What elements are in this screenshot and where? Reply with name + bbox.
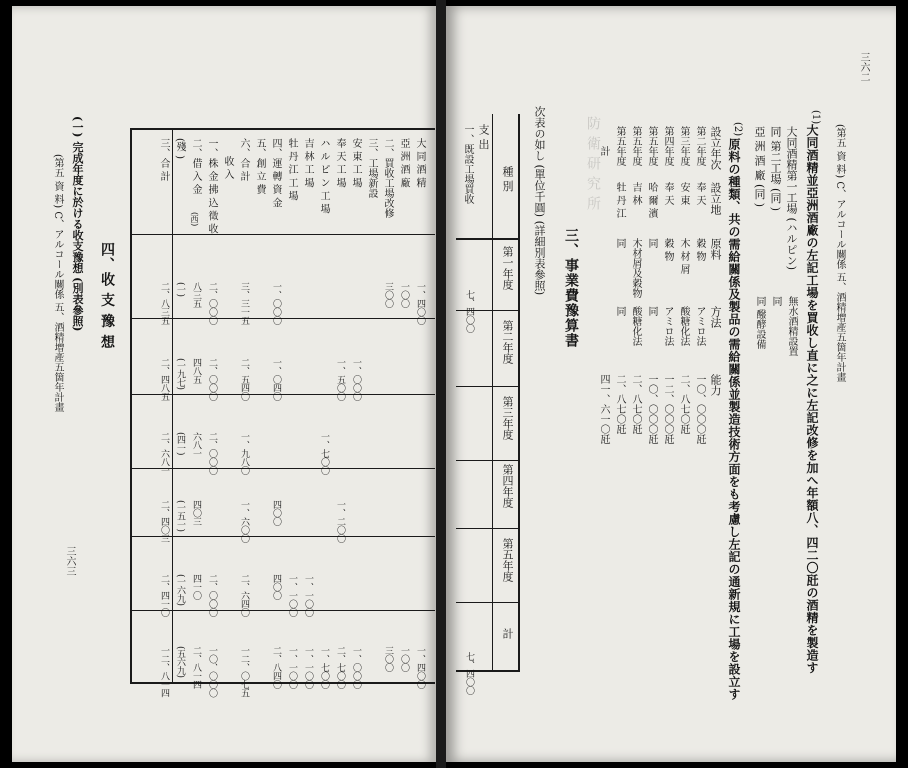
row-label: 三、合 計	[158, 138, 169, 182]
row-label: (殘 )	[174, 138, 185, 159]
plant-place: 吉 林	[630, 182, 641, 206]
left-table-bottom-rule	[130, 682, 435, 684]
expense-label: 支 出	[477, 124, 490, 150]
item-1-plant-desc: 同	[770, 296, 781, 306]
left-table-label-rule	[130, 234, 435, 235]
row-value-y3: 二、〇〇〇	[207, 432, 217, 475]
expense-row1-label: 一、既設工場買收	[462, 124, 473, 204]
plant-capacity: 一二、〇〇〇瓩	[662, 374, 673, 444]
plant-material: 同	[614, 238, 625, 248]
row-value-y5: 四一〇	[191, 574, 201, 600]
plant-capacity: 二、八七〇瓩	[678, 374, 689, 434]
row-label: 五、創 立 費	[254, 138, 265, 195]
row-value-y3: 六八一	[191, 432, 201, 458]
table-header-total: 計	[501, 628, 514, 639]
row-seal: (西)	[190, 212, 199, 227]
row-value-y5: (一六九)	[175, 574, 185, 606]
left-table-top-rule	[130, 128, 435, 130]
left-page-number: 三六三	[64, 546, 75, 576]
row-label: 一、株 金 拂 込 徵 收	[206, 138, 217, 234]
section-3-note: 次表の如し (單位千圓) (詳細別表參照)	[533, 106, 546, 296]
row-value-y2: (一九七)	[175, 358, 185, 390]
row-value-y1: 一〇〇	[399, 282, 409, 308]
plant-method: アミロ法	[694, 306, 705, 346]
row-value-y1: 三〇〇	[383, 282, 393, 308]
plant-year: 第五年度	[614, 126, 625, 166]
left-table-divider-line	[172, 128, 173, 684]
subsection-1-title: (一) 完成年度に於ける收支豫想 (別表參照)	[71, 116, 84, 332]
row-value-y5: 二、六四〇	[239, 574, 249, 617]
archive-stamp: 防衛研究所	[585, 116, 601, 216]
left-page	[12, 6, 436, 762]
plant-place: 奉 天	[662, 182, 673, 206]
plant-material: 木 材 屑	[678, 238, 689, 275]
plant-method: 酸糖化法	[678, 306, 689, 346]
table-header-year3: 第三年度	[501, 396, 514, 440]
item-1-plant-name: 大同酒精第一工場 (ハルピン)	[785, 126, 798, 271]
row-value-total: 一二、〇七五	[239, 646, 249, 697]
right-table-col2-rule	[456, 386, 518, 387]
plant-year: 第四年度	[662, 126, 673, 166]
table-header-year5: 第五年度	[501, 538, 514, 582]
right-table-top-rule	[456, 238, 518, 240]
left-table-col2-rule	[130, 394, 435, 395]
plant-material: 木材屑及穀物	[630, 238, 641, 298]
row-value-total: 一、一〇〇	[287, 646, 297, 689]
row-value-total: 一〇〇	[399, 646, 409, 672]
expense-row1-total: 七、四〇〇	[464, 652, 474, 695]
row-value-y3: 二、六八一	[159, 432, 169, 475]
right-table-col5-rule	[456, 602, 518, 603]
row-label: 牡 丹 江 工 場	[286, 138, 297, 201]
item-1-plant-name: 亞 洲 酒 廠 (同 )	[753, 126, 766, 208]
table-header-type: 種 別	[501, 166, 514, 192]
plant-capacity: 二、八七〇瓩	[614, 374, 625, 434]
row-label: 二、買收工場改修	[382, 138, 393, 218]
right-table-col3-rule	[456, 460, 518, 461]
plant-place: 牡 丹 江	[614, 182, 625, 219]
row-value-y1: (一)	[175, 282, 185, 297]
row-label: 二、借 入 金	[190, 138, 201, 195]
row-value-total: 三〇〇	[383, 646, 393, 672]
left-table-col4-rule	[130, 536, 435, 537]
plant-header-year: 設立年次	[709, 126, 722, 170]
plants-total-value: 四一、六一〇瓩	[598, 374, 609, 444]
item-2-text: 原料の種類、共の需給關係及製品の需給關係並製造技術方面をも考慮し左記の通新規に工場を設立す	[727, 138, 741, 701]
row-value-y5: 二、四一〇	[159, 574, 169, 617]
plant-place: 哈 爾 濱	[646, 182, 657, 219]
plant-capacity: 一〇、〇〇〇瓩	[694, 374, 705, 444]
row-label: 四、運 轉 資 金	[270, 138, 281, 208]
item-1-marker: (1)	[810, 110, 821, 125]
row-value-y1: 三、三一五	[239, 282, 249, 325]
right-running-header: (第五 資 料) C、アルコール關係 五、酒精增產五箇年計畫	[834, 124, 845, 383]
book-gutter	[436, 0, 446, 768]
row-value-y1: 一、四〇〇	[415, 282, 425, 325]
row-value-y5: 一、一〇〇	[303, 574, 313, 617]
plant-capacity: 二、八七〇瓩	[630, 374, 641, 434]
row-label: 吉 林 工 場	[302, 138, 313, 188]
plant-place: 奉 天	[694, 182, 705, 206]
row-value-total: 二、八一四	[191, 646, 201, 689]
row-label: 奉 天 工 場	[334, 138, 345, 188]
row-value-y2: 一、〇四〇	[271, 358, 281, 401]
item-1-plant-desc: 同 醱酵設備	[754, 296, 765, 350]
row-label: 亞 洲 酒 廠	[398, 138, 409, 188]
item-2-marker: (2)	[732, 122, 743, 137]
plant-header-place: 設立地	[709, 182, 722, 215]
plant-capacity: 一〇、〇〇〇瓩	[646, 374, 657, 444]
plant-header-method: 方法	[709, 306, 722, 328]
row-value-y2: 一、〇〇〇	[351, 358, 361, 401]
row-value-y2: 二、四八五	[159, 358, 169, 401]
row-value-total: 一、〇〇〇	[351, 646, 361, 689]
item-1-plant-desc: 無水酒精設置	[786, 296, 797, 356]
right-page-number: 三六二	[858, 52, 869, 82]
row-label: 三、工場新設	[366, 138, 377, 198]
row-value-total: 一、四〇〇	[415, 646, 425, 689]
plant-method: 同	[614, 306, 625, 316]
row-value-y4: 一、二〇〇	[335, 500, 345, 543]
plant-method: 酸糖化法	[630, 306, 641, 346]
row-value-y4: 一、六〇〇	[239, 500, 249, 543]
plant-place: 安 東	[678, 182, 689, 206]
row-value-total: (五六九)	[175, 646, 185, 678]
plant-method: 同	[646, 306, 657, 316]
row-value-y3: 一、九八〇	[239, 432, 249, 475]
section-3-title: 三、事業費豫算書	[563, 228, 579, 348]
row-label: 收 入	[222, 156, 233, 180]
plant-method: アミロ法	[662, 306, 673, 346]
row-value-total: 一、一〇〇	[303, 646, 313, 689]
row-value-y4: 四〇三	[191, 500, 201, 526]
row-value-y2: 二、五四〇	[239, 358, 249, 401]
row-value-y2: 一、五〇〇	[335, 358, 345, 401]
row-label: ハ ル ピ ン 工 場	[318, 138, 329, 214]
plant-year: 第二年度	[694, 126, 705, 166]
row-value-y2: 四八五	[191, 358, 201, 384]
plant-material: 同	[646, 238, 657, 248]
right-page	[446, 6, 896, 762]
item-1-text: 大同酒精並亞洲酒廠の左記工場を買收し直に之に左記改修を加へ年額八、四二〇瓩の酒精を製造す	[805, 124, 819, 674]
row-value-y1: 八三五	[191, 282, 201, 308]
table-header-year2: 第二年度	[501, 320, 514, 364]
plant-material: 穀 物	[662, 238, 673, 262]
row-value-y4: (一五一)	[175, 500, 185, 532]
row-value-y1: 二、〇〇〇	[207, 282, 217, 325]
left-table-col5-rule	[130, 610, 435, 611]
plants-total-label: 計	[598, 146, 609, 156]
row-value-y1: 一、〇〇〇	[271, 282, 281, 325]
row-value-total: 一二、八一四	[159, 646, 169, 697]
plant-year: 第五年度	[630, 126, 641, 166]
right-table-header-line	[492, 114, 493, 672]
row-value-y1: 二、八三五	[159, 282, 169, 325]
row-value-y5: 四〇〇	[271, 574, 281, 600]
plant-header-capacity: 能力	[709, 374, 722, 396]
left-table-col1-rule	[130, 318, 435, 319]
plant-material: 穀 物	[694, 238, 705, 262]
row-value-total: 二、七〇〇	[335, 646, 345, 689]
row-value-y2: 二、〇〇〇	[207, 358, 217, 401]
table-header-year4: 第四年度	[501, 464, 514, 508]
left-table-col3-rule	[130, 468, 435, 469]
right-table-col4-rule	[456, 528, 518, 529]
row-value-total: 二、八四〇	[271, 646, 281, 689]
row-value-y3: (四一)	[175, 432, 185, 456]
expense-row1-year1: 七、四〇〇	[464, 290, 474, 333]
left-running-header: (第五 資 料) C、アルコール關係 五、酒精增產五箇年計畫	[52, 154, 63, 413]
row-label: 大 同 酒 精	[414, 138, 425, 188]
row-value-y5: 一、一〇〇	[287, 574, 297, 617]
row-label: 六、合 計	[238, 138, 249, 182]
row-value-y4: 四〇〇	[271, 500, 281, 526]
row-value-y3: 一、七〇〇	[319, 432, 329, 475]
left-table-outer-line	[130, 128, 132, 684]
table-header-year1: 第一年度	[501, 246, 514, 290]
plant-year: 第三年度	[678, 126, 689, 166]
item-1-plant-name: 同 第二工場 (同 )	[769, 126, 782, 212]
plant-year: 第五年度	[646, 126, 657, 166]
row-value-y4: 二、四〇三	[159, 500, 169, 543]
right-table-outer-line	[518, 114, 520, 672]
row-value-total: 一〇、〇〇〇	[207, 646, 217, 697]
section-4-title: 四、收 支 豫 想	[99, 242, 115, 350]
row-value-y5: 二、〇〇〇	[207, 574, 217, 617]
plant-header-material: 原料	[709, 238, 722, 260]
row-value-total: 一、七〇〇	[319, 646, 329, 689]
row-label: 安 東 工 場	[350, 138, 361, 188]
